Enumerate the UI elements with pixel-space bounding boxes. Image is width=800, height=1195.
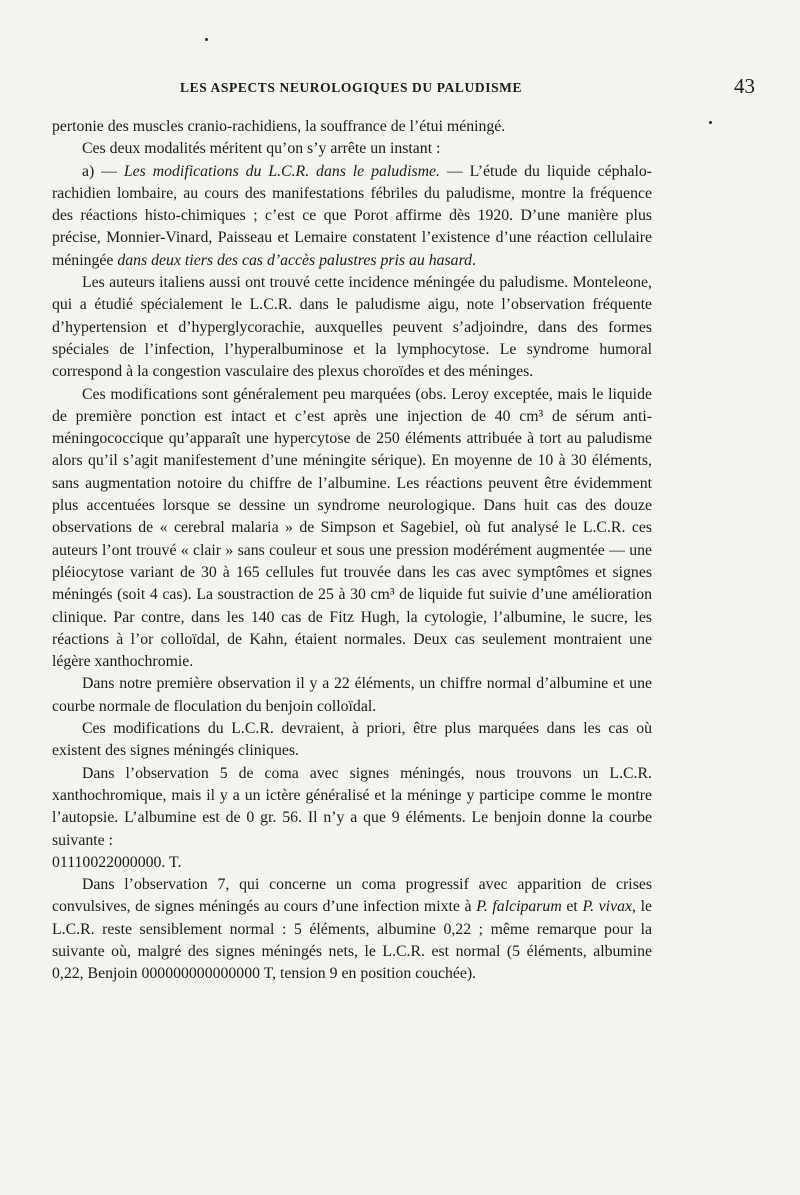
emphasis: dans deux tiers des cas d’accès palustres pris au hasard [117, 251, 473, 269]
paragraph: Dans l’observation 5 de coma avec signes méningés, nous trouvons un L.C.R. xanthochromique, mais il y a un ictère généralisé et la méninge y participe comme le montre l’autopsie. L’albumine est de 0 gr. 56. Il n’y a que 9 éléments. Le benjoin donne la courbe suivante : [52, 764, 652, 849]
running-title: LES ASPECTS NEUROLOGIQUES DU PALUDISME [180, 80, 523, 95]
paragraph: Ces deux modalités méritent qu’on s’y arrête un instant : [82, 140, 441, 158]
page-number: 43 [734, 74, 755, 98]
benjoin-curve: 01110022000000. T. [52, 853, 182, 871]
section-paragraph: a) — Les modifications du L.C.R. dans le paludisme. — L’étude du liquide céphalo-rachidien lombaire, au cours des manifestations fébriles du paludisme, montre la fréquence des réactions histo-chimiques ; c’est ce que Porot affirme dès 1920. D’une manière plus précise, Monnier-Vinard, Paisseau et Lemaire constatent l’existence d’une réaction cellulaire méningée dans deux tiers des cas d’accès palustres pris au hasard. [52, 162, 653, 269]
paragraph: Ces modifications du L.C.R. devraient, à priori, être plus marquées dans les cas où existent des signes méningés cliniques. [52, 720, 652, 760]
paragraph: Dans notre première observation il y a 22 éléments, un chiffre normal d’albumine et une courbe normale de floculation du benjoin colloïdal. [52, 675, 652, 715]
paragraph-text: — L’étude du liquide céphalo-rachidien lombaire, au cours des manifestations fébriles du paludisme, montre la fréquence des réactions histo-chimiques ; c’est ce que Porot affirme dès 1920. D’une manière plus précise, Monnier-Vinard, Paisseau et Lemaire constatent l’existence d’une réaction cellulaire méningée [52, 162, 653, 269]
ink-speck [709, 121, 712, 124]
section-title: Les modifications du L.C.R. dans le paludisme. [123, 162, 440, 180]
section-label: a) — [82, 162, 124, 180]
page-header [50, 74, 755, 100]
paragraph: pertonie des muscles cranio-rachidiens, la souffrance de l’étui méningé. [52, 118, 506, 135]
paragraph: Dans l’observation 7, qui concerne un coma progressif avec apparition de crises convulsives, de signes méningés au cours d’une infection mixte à P. falciparum et P. vivax, le L.C.R. reste sensiblement normal : 5 éléments, albumine 0,22 ; même remarque pour la suivante où, malgré des signes méningés nets, le L.C.R. est normal (5 éléments, albumine 0,22, Benjoin 000000000000000 T, tension 9 en position couchée). [52, 876, 652, 983]
body-text [52, 116, 652, 986]
paragraph: Ces modifications sont généralement peu marquées (obs. Leroy exceptée, mais le liquide de première ponction est intact et c’est après une injection de 40 cm³ de sérum anti-méningococcique qu’apparaît une hypercytose de 250 éléments attribuée à tort au paludisme alors qu’il s’agit manifestement d’une méningite sérique). En moyenne de 10 à 30 éléments, sans augmentation notoire du chiffre de l’albumine. Les réactions peuvent être évidemment plus accentuées lorsque se dessine un syndrome neurologique. Dans huit cas des douze observations de « cerebral malaria » de Simpson et Sagebiel, où fut analysé le L.C.R. ces auteurs l’ont trouvé « clair » sans couleur et sous une pression modérément augmentée — une pléiocytose variant de 30 à 165 cellules fut trouvée dans les cas avec symptômes et signes méningés (soit 4 cas). La soustraction de 25 à 30 cm³ de liquide fut suivie d’une amélioration clinique. Par contre, dans les 140 cas de Fitz Hugh, la cytologie, l’albumine, le sucre, les réactions à l’or colloïdal, de Kahn, étaient normales. Deux cas seulement montraient une légère xanthochromie. [52, 385, 652, 671]
paragraph: Les auteurs italiens aussi ont trouvé cette incidence méningée du paludisme. Monteleone, qui a étudié spécialement le L.C.R. dans le paludisme aigu, note l’observation fréquente d’hypertension et d’hyperglycorachie, auxquelles peuvent s’adjoindre, dans des formes spéciales de l’infection, l’hyperalbuminose et la lymphocytose. Le syndrome humoral correspond à la congestion vasculaire des plexus choroïdes et des méninges. [52, 274, 652, 381]
ink-speck [205, 38, 208, 41]
species-name: P. vivax [582, 898, 632, 916]
species-name: P. falciparum [476, 898, 562, 916]
